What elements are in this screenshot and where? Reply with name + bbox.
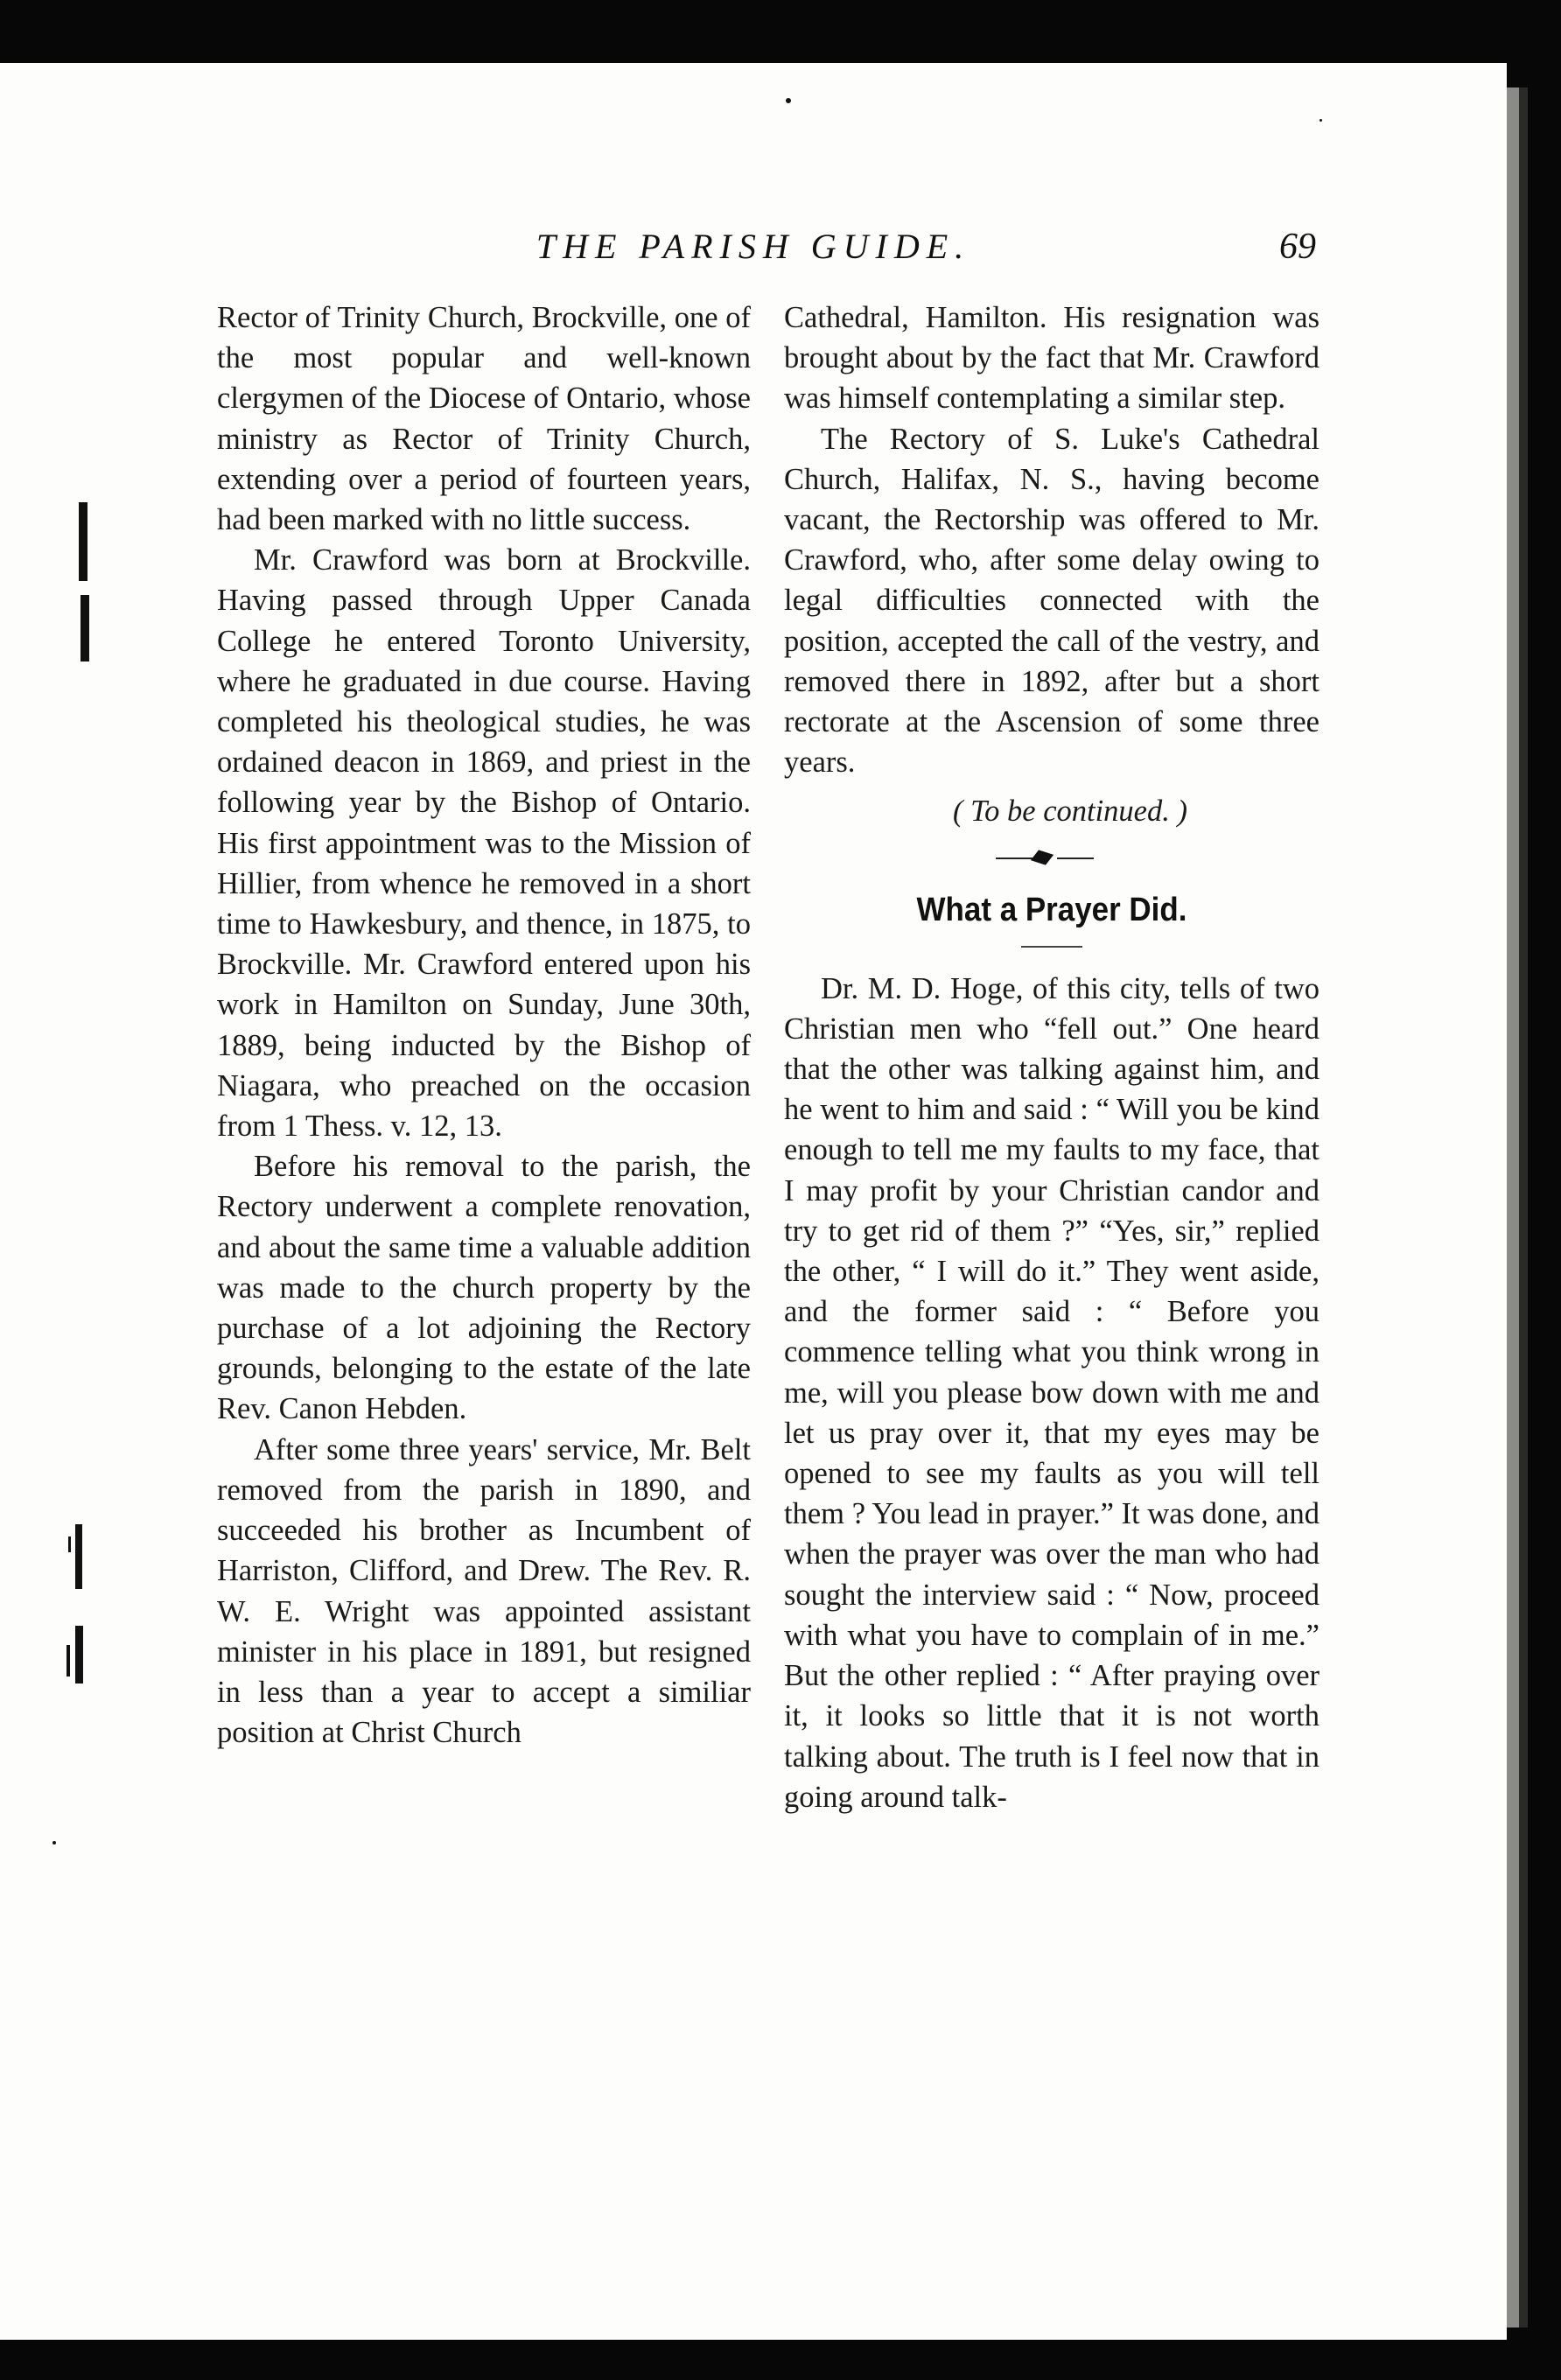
margin-mark [75, 1626, 83, 1684]
page-speck [52, 1841, 56, 1844]
page-speck [786, 98, 791, 103]
paragraph: Cathedral, Hamilton. His resignation was brought about by the fact that Mr. Crawford was himself contemplating a similar step. [784, 301, 1320, 416]
page-edge [1507, 88, 1519, 2328]
continued-note: ( To be continued. ) [953, 794, 1187, 829]
running-title: THE PARISH GUIDE. [536, 227, 971, 266]
title-rule [1021, 946, 1082, 948]
left-column [217, 298, 751, 1753]
section-ornament [784, 841, 1320, 876]
page-edge-shadow [1519, 88, 1528, 2328]
paragraph: Mr. Crawford was born at Brockville. Having passed through Upper Canada College he entered Toronto University, where he graduated in due course. Having completed his theological studies, he was ordained deacon in 1869, and priest in the following year by the Bishop of Ontario. His first appointment was to the Mission of Hillier, from whence he removed in a short time to Hawkesbury, and thence, in 1875, to Brockville. Mr. Crawford entered upon his work in Hamilton on Sunday, June 30th, 1889, being inducted by the Bishop of Niagara, who preached on the occasion from 1 Thess. v. 12, 13. [217, 543, 751, 1144]
paragraph: The Rectory of S. Luke's Cathedral Church, Halifax, N. S., having become vacant, the Rectorship was offered to Mr. Crawford, who, after some delay owing to legal difficulties connected with the position, accepted the call of the vestry, and removed there in 1892, after but a short rectorate at the Ascension of some three years. [784, 422, 1320, 780]
paragraph: After some three years' service, Mr. Belt removed from the parish in 1890, and succeeded his brother as Incumbent of Harriston, Clifford, and Drew. The Rev. R. W. E. Wright was appointed assistant minister in his place in 1891, but resigned in less than a year to accept a similiar position at Christ Church [217, 1432, 751, 1750]
article-paragraph: Dr. M. D. Hoge, of this city, tells of two Christian men who “fell out.” One heard that the other was talking against him, and he went to him and said : “ Will you be kind enough to tell me my faults to my face, that I may profit by your Christian candor and try to get rid of them ?” “Yes, sir,” replied the other, “ I will do it.” They went aside, and the former said : “ Before you commence telling what you think wrong in me, will you please bow down with me and let us pray over it, that my eyes may be opened to see my faults as you will tell them ? You lead in prayer.” It was done, and when the prayer was over the man who had sought the interview said : “ Now, proceed with what you have to complain of in me.” But the other replied : “ After praying over it, it looks so little that it is not worth talking about. The truth is I feel now that in going around talk- [784, 971, 1320, 1814]
margin-mark [75, 1524, 82, 1589]
margin-mark [80, 595, 89, 662]
ornament-rule-left [996, 858, 1032, 859]
ornament-diamond [1031, 850, 1054, 864]
margin-mark [79, 502, 88, 581]
margin-mark [66, 1645, 70, 1676]
margin-mark [68, 1536, 71, 1552]
ornament-rule-right [1057, 858, 1094, 859]
paragraph: Before his removal to the parish, the Rectory underwent a complete renovation, and about the same time a valuable addition was made to the church property by the purchase of a lot adjoining the Rectory grounds, belonging to the estate of the late Rev. Canon Hebden. [217, 1150, 751, 1426]
right-column [784, 298, 1320, 1817]
paragraph: Rector of Trinity Church, Brockville, one of the most popular and well-known clergymen of the Diocese of Ontario, whose ministry as Rector of Trinity Church, extending over a period of fourteen years, had been marked with no little success. [217, 301, 751, 537]
page-header [0, 226, 1507, 278]
page-speck [1320, 119, 1322, 122]
article-title: What a Prayer Did. [916, 891, 1187, 928]
page-number: 69 [1279, 227, 1316, 267]
